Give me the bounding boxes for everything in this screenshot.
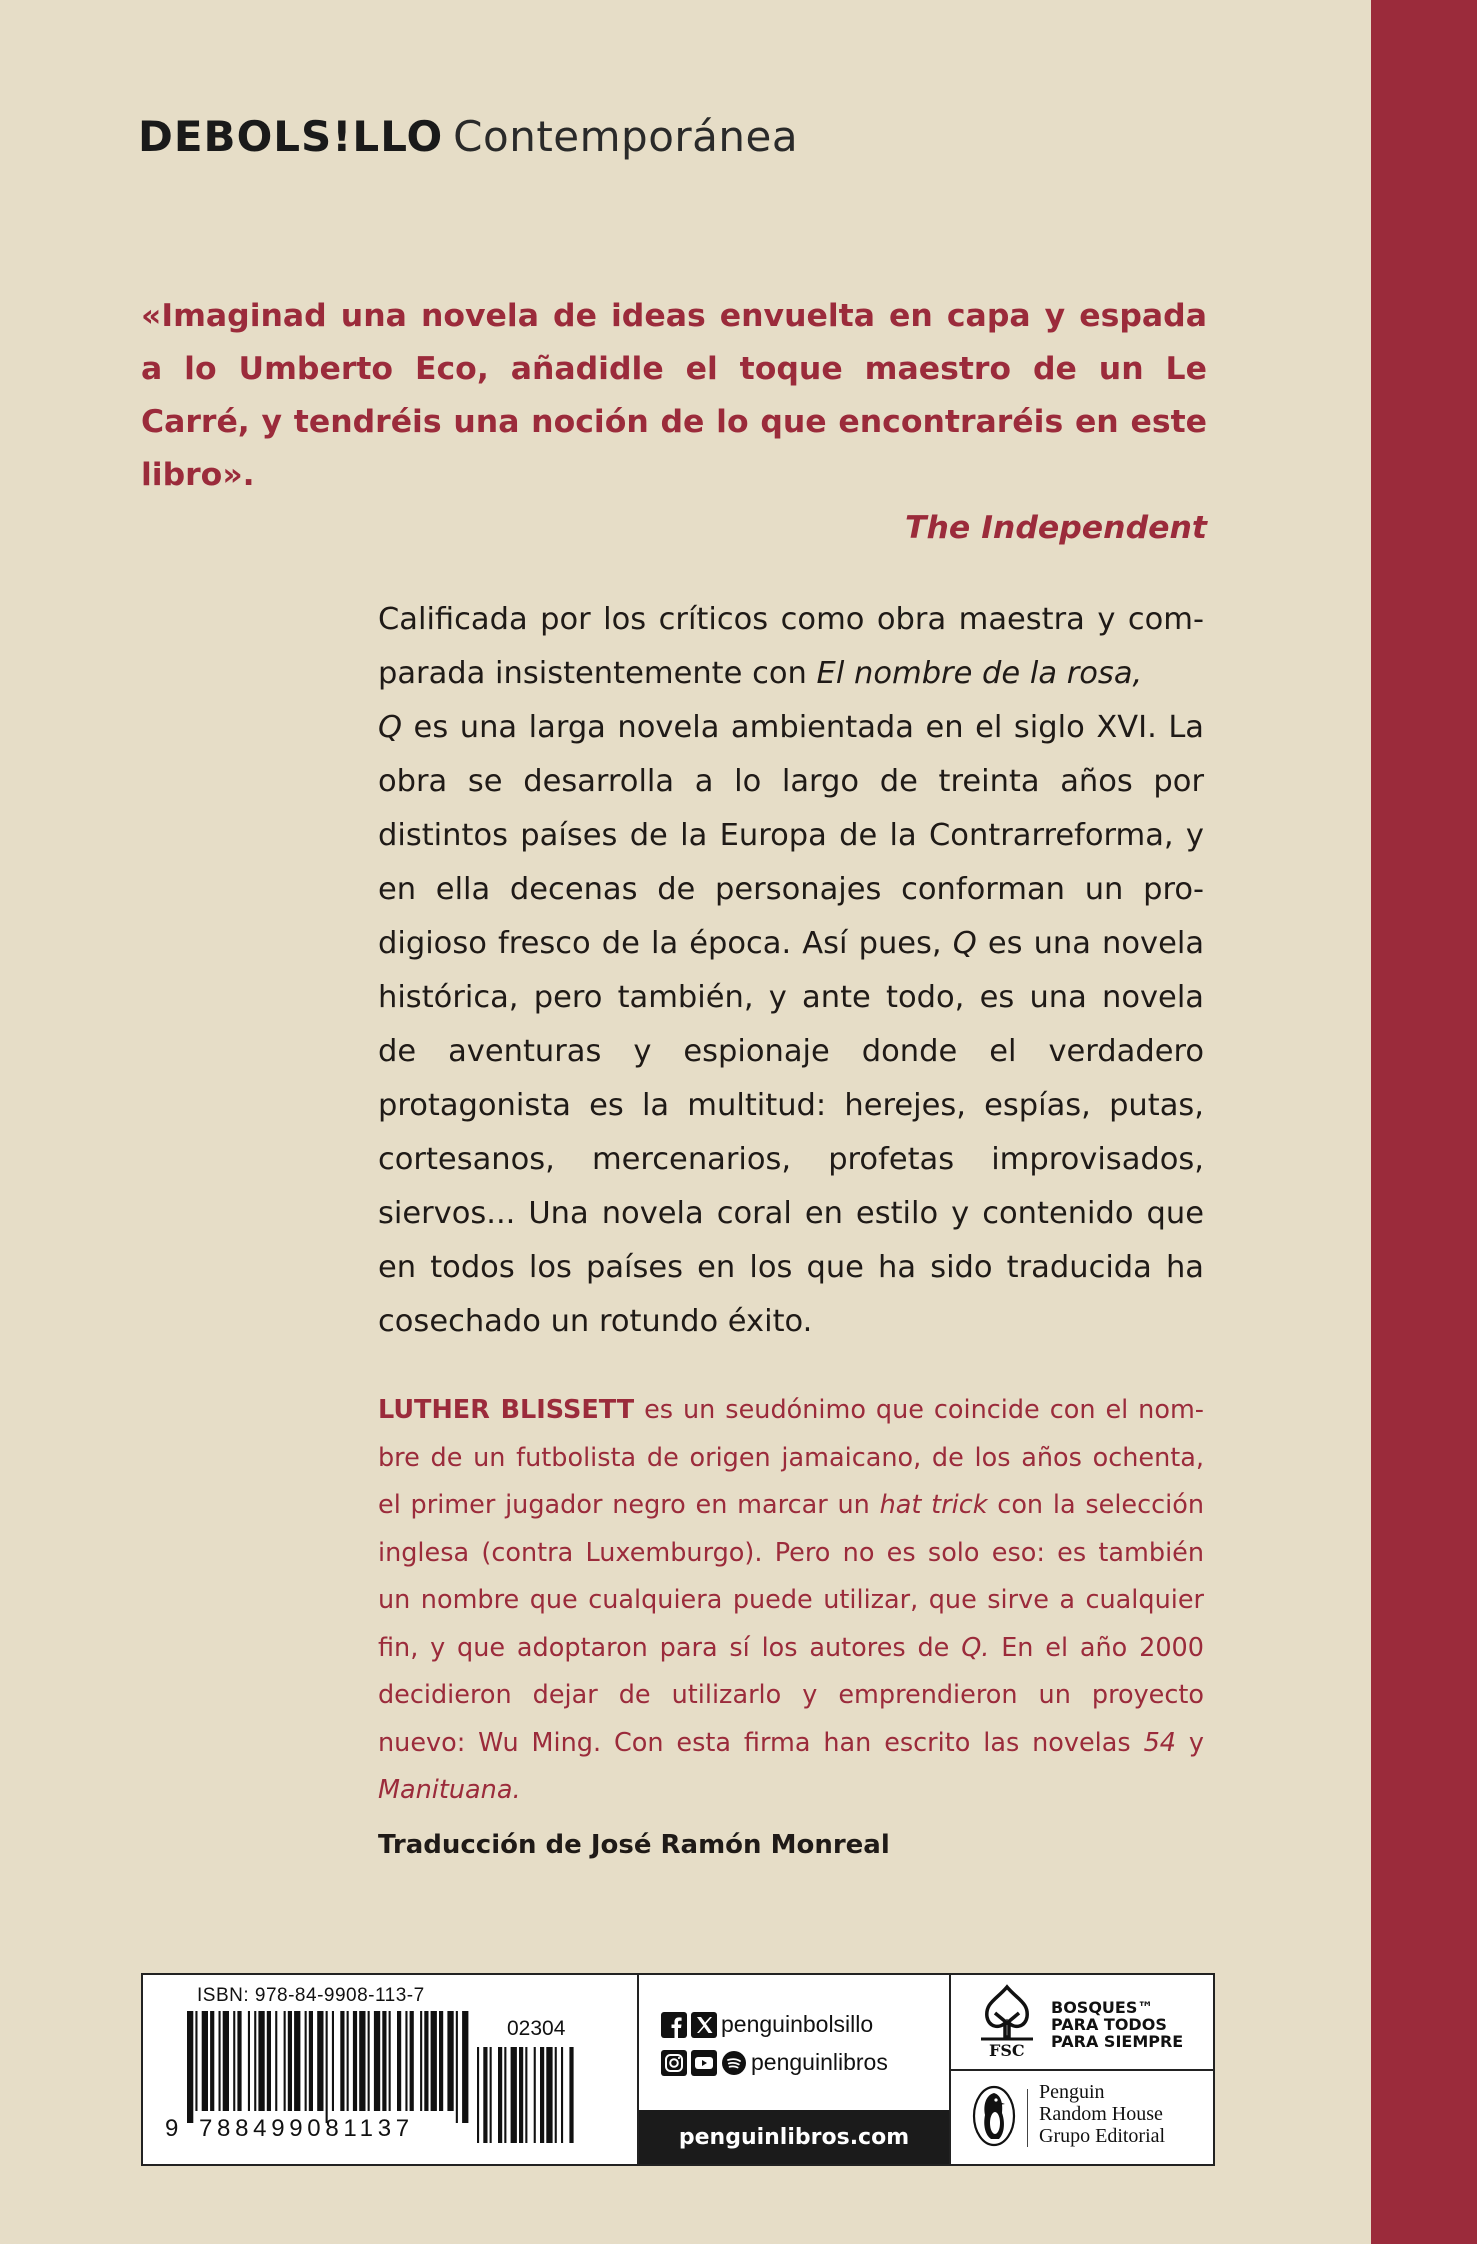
bio-book-q: Q. [961, 1632, 990, 1663]
penguin-icon [971, 2085, 1017, 2147]
publisher-line-3: Grupo Editorial [1039, 2125, 1166, 2147]
quote-text: «Imaginad una novela de ideas envuelta en capa y espada a lo Umberto Eco, añadidle el toque maestro de un Le Carré, y tendréis una noción de lo que encontraréis en este libro». [141, 298, 1207, 493]
bio-book-54: 54 [1143, 1727, 1177, 1758]
social-handle-penguinbolsillo[interactable]: penguinbolsillo [721, 2011, 874, 2037]
publisher-divider [1027, 2089, 1028, 2147]
author-name: LUTHER BLISSETT [378, 1395, 635, 1425]
facebook-icon[interactable] [661, 2012, 687, 2038]
barcode-first-digit: 9 [165, 2115, 179, 2142]
bio-book-manituana: Manituana. [378, 1775, 521, 1805]
website-link[interactable]: penguinlibros.com [639, 2110, 949, 2164]
bio-paragraph [378, 1387, 1204, 1815]
book-title-reference: El nombre de la rosa, [816, 656, 1143, 691]
social-row-1 [661, 2011, 873, 2038]
brand-name: DEBOLS!LLO [138, 112, 444, 161]
social-handle-penguinlibros[interactable]: penguinlibros [751, 2049, 888, 2075]
social-row-2 [661, 2049, 888, 2076]
publisher-line-2: Random House [1039, 2103, 1163, 2125]
bio-text-2: con la selección inglesa (contra Luxemburgo). Pero no es solo eso: es también un nombre que cualquiera puede utilizar, que sirve a cualquier fin, y que adoptaron para sí los autores de [378, 1490, 1204, 1663]
publisher-logo [951, 2071, 1213, 2164]
fsc-logo [951, 1975, 1213, 2071]
x-icon[interactable] [691, 2012, 717, 2038]
bio-text-3: En el año 2000 decidieron dejar de utilizarlo y emprendieron un proyecto nuevo: Wu Ming. Con esta firma han escrito las novelas [378, 1632, 1204, 1758]
quote-source: The Independent [904, 510, 1207, 546]
social-area [639, 1975, 951, 2164]
collection-name: Contemporánea [453, 112, 799, 161]
logo-area [951, 1975, 1213, 2164]
publisher-name [1039, 2081, 1165, 2147]
fsc-line-2: PARA TODOS [1051, 2015, 1167, 2034]
fsc-line-1: BOSQUES™ [1051, 1998, 1154, 2017]
synopsis-text-3: es una novela histórica, pero también, y ante todo, es una novela de aventuras y espionaje donde el verdadero protagonista es la multitud: herejes, espías, putas, cortesanos, mercenarios, profetas improvisados, siervos... Una novela coral en estilo y contenido que en todos los países en los que ha sido traducida ha cosechado un rotundo éxito. [378, 926, 1205, 1339]
fsc-tagline [1051, 1999, 1183, 2050]
bio-text-1: es un seudónimo que coincide con el nombre de un futbolista de origen jamaicano, de los años ochenta, el primer jugador negro en marcar un [378, 1395, 1204, 1520]
barcode-digits: 788499081137 [199, 2115, 414, 2142]
synopsis-paragraph [378, 593, 1204, 1349]
youtube-icon[interactable] [691, 2050, 717, 2076]
translator-credit: Traducción de José Ramón Monreal [378, 1830, 890, 1860]
instagram-icon[interactable] [661, 2050, 687, 2076]
review-quote [141, 290, 1207, 555]
synopsis-text-1: Calificada por los críticos como obra maestra y comparada insistentemente con [378, 602, 1204, 691]
barcode-area [143, 1975, 639, 2164]
info-box [141, 1973, 1215, 2166]
book-title-q: Q [952, 926, 977, 961]
fsc-label: FSC [989, 2041, 1025, 2060]
book-title-q: Q [378, 710, 403, 745]
brand-header [138, 112, 798, 162]
synopsis-text-2: es una larga novela ambientada en el siglo XVI. La obra se desarrolla a lo largo de treinta años por distintos países de la Europa de la Contrarreforma, y en ella decenas de personajes conforman un prodigioso fresco de la época. Así pues, [378, 710, 1204, 961]
barcode-addon-number: 02304 [507, 2017, 566, 2040]
spine-band [1371, 0, 1477, 2244]
fsc-line-3: PARA SIEMPRE [1051, 2032, 1184, 2051]
author-bio [378, 1387, 1204, 1815]
bio-text-4: y [1176, 1727, 1204, 1758]
synopsis [378, 593, 1204, 1349]
bio-hat-trick: hat trick [879, 1490, 988, 1520]
spotify-icon[interactable] [721, 2050, 747, 2076]
publisher-line-1: Penguin [1039, 2081, 1105, 2103]
fsc-tree-icon [977, 1983, 1037, 2041]
isbn-label: ISBN: 978-84-9908-113-7 [197, 1985, 425, 2006]
